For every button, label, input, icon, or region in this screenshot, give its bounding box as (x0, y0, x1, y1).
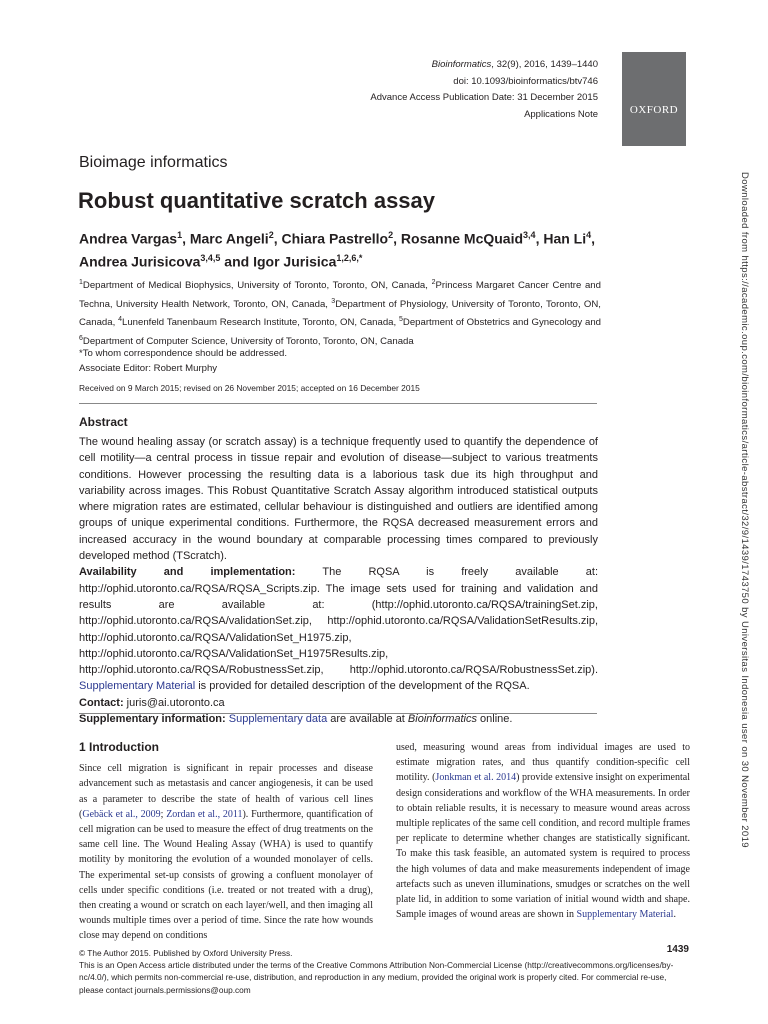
author-name: Rosanne McQuaid (400, 230, 524, 247)
author-list (79, 226, 609, 271)
section-category: Bioimage informatics (79, 154, 228, 171)
intro-column-left (79, 740, 373, 944)
availability-paragraph: Availability and implementation: The RQSA is freely available at: http://ophid.utoronto.ca/RQSA/RQSA_Scripts.zip. The image sets used for training and validation and results are available at: (http://ophid.utoronto.ca/RQSA/trainingSet.zip, http://ophid.utoronto.ca/RQSA/validationSet.zip, http://ophid.utoronto.ca/RQSA/ValidationSetResults.zip, http://ophid.utoronto.ca/RQSA/ValidationSet_H1975.zip, http://ophid.utoronto.ca/RQSA/ValidationSet_H1975Results.zip, http://ophid.utoronto.ca/RQSA/RobustnessSet.zip, http://ophid.utoronto.ca/RQSA/RobustnessSet.zip). Supplementary Material is provided for detailed description of the development of the RQSA. (79, 566, 598, 693)
author-separator: and (220, 253, 254, 270)
affiliation-text: Princess Margaret Cancer Centre and Techna, University Health Network, Toronto, ON, Canada, (79, 280, 601, 310)
author-name: Chiara Pastrello (281, 230, 389, 247)
download-sidebar (738, 172, 750, 872)
paper-title: Robust quantitative scratch assay (78, 188, 436, 213)
footer (79, 947, 689, 996)
author-name: Andrea Vargas (79, 230, 178, 247)
correspondence-block (79, 346, 287, 376)
intro-paragraph-right: used, measuring wound areas from individual images are used to estimate migration rates, and thus quantify condition-specific cell motility. (Jonkman et al. 2014) provide extensive insight on experimental design considerations and workflow of the WHA measurements. In order to obtain reliable results, it is necessary to measure wound areas across multiple replicates of the same cell condition, and record multiple frames per replicate to determine whether changes are statistically significant. To make this task feasible, an automated system is required to process the high volumes of data and make measurements independent of image artefacts such as uneven illuminations, smudges or scratches on the well plate lid, in addition to some variation of initial wound width and shape. Sample images of wound areas are shown in Supplementary Material. (396, 742, 690, 921)
intro-paragraph-left: Since cell migration is significant in repair processes and disease advancement such as metastasis and cancer angiogenesis, it can be used as a parameter to describe the state of health of various cell lines (Gebäck et al., 2009; Zordan et al., 2011). Furthermore, quantification of cell migration can be used to measure the effect of drug treatments on the same cell line. The Wound Healing Assay (WHA) is used to quantify motility by monitoring the evolution of a wounded monolayer of cells. The experimental set-up consists of growing a confluent monolayer of cells under specific conditions (i.e. treated or not treated with a drug), then creating a wound or scratch on each layer/well, and then imaging all wounds multiple times over a period of time. Since the rate how wounds close may depend on conditions (79, 763, 373, 942)
affiliation-marker: 3 (331, 297, 336, 305)
divider (79, 403, 597, 404)
affiliation-marker: 5 (399, 316, 403, 324)
citation-zordan[interactable]: Zordan et al., 2011 (166, 808, 243, 820)
affiliation-text: Department of Physiology, University of Toronto, Toronto, ON, Canada, (79, 298, 601, 329)
intro-heading: 1 Introduction (79, 740, 159, 754)
citation-geback[interactable]: Gebäck et al., 2009 (82, 808, 161, 820)
contact-label: Contact: (79, 696, 124, 709)
author-separator: , (535, 230, 544, 247)
availability-label: Availability and implementation: (79, 566, 296, 579)
supplementary-material-link[interactable]: Supplementary Material (576, 909, 674, 921)
journal-header-meta (370, 57, 598, 123)
supplementary-data-link[interactable]: Supplementary data (228, 713, 328, 726)
affiliation-marker: 4 (118, 316, 122, 324)
affiliation-text: Department of Medical Biophysics, University of Toronto, Toronto, ON, Canada, (82, 280, 432, 292)
divider (79, 713, 597, 714)
author-name: Marc Angeli (189, 230, 269, 247)
affiliation-marker: 1 (79, 279, 83, 286)
page-number: 1439 (666, 944, 689, 955)
author-separator: , (273, 230, 282, 247)
author-affiliation-marker: 2 (268, 230, 274, 240)
author-affiliation-marker: 1 (177, 230, 183, 240)
associate-editor: Associate Editor: Robert Murphy (79, 363, 218, 374)
advance-access-date: Advance Access Publication Date: 31 December 2015 (370, 92, 598, 103)
supplementary-label: Supplementary information: (79, 713, 226, 726)
author-affiliation-marker: 1,2,6,* (336, 252, 363, 263)
abstract-heading: Abstract (79, 415, 128, 429)
affiliation-marker: 6 (79, 335, 83, 343)
download-notice: Downloaded from https://academic.oup.com/bioinformatics/article-abstract/32/9/1439/1743750 by Universitas Indonesia user on 30 November 2019 (739, 172, 750, 848)
supplementary-paragraph: Supplementary information: Supplementary data are available at Bioinformatics online. (79, 713, 513, 726)
oxford-logo (622, 52, 686, 146)
affiliation-text: Department of Obstetrics and Gynecology and (402, 317, 601, 329)
supplementary-material-link[interactable]: Supplementary Material (79, 680, 196, 693)
author-affiliation-marker: 4 (586, 230, 592, 240)
abstract-text: The wound healing assay (or scratch assay) is a technique frequently used to quantify the dependence of cell motility—a central process in tissue repair and evolution of disease—subject to various treatments conditions. However processing the resulting data is a laborious task due its high throughput and variability across images. This Robust Quantitative Scratch Assay algorithm introduced statistical outputs where migration rates are estimated, cellular behaviour is distinguished and outliers are identified among groups of unique experimental conditions. Furthermore, the RQSA decreased measurement errors and increased accuracy in the wound boundary at comparable processing times compared to previously developed method (TScratch). (79, 436, 598, 563)
journal-citation: Bioinformatics, 32(9), 2016, 1439–1440 (431, 59, 598, 70)
copyright-line: © The Author 2015. Published by Oxford University Press. (79, 948, 293, 958)
oxford-logo-text: OXFORD (629, 104, 679, 116)
article-type: Applications Note (524, 108, 598, 120)
intro-column-right (396, 740, 690, 922)
doi: doi: 10.1093/bioinformatics/btv746 (453, 75, 598, 87)
citation-jonkman[interactable]: Jonkman et al. 2014 (435, 772, 517, 784)
license-text: This is an Open Access article distributed under the terms of the Creative Commons Attribution Non-Commercial License (http://creativecommons.org/licenses/by-nc/4.0/), which permits non-commercial re-use, distribution, and reproduction in any medium, provided the original work is properly cited. For commercial re-use, please contact journals.permissions@oup.com (79, 960, 674, 995)
affiliation-text: Department of Computer Science, University of Toronto, Toronto, ON, Canada (82, 336, 414, 348)
author-name: Igor Jurisica (253, 253, 337, 270)
author-separator: , (393, 230, 401, 247)
author-name: Andrea Jurisicova (79, 253, 201, 270)
abstract-body (79, 434, 598, 727)
author-name: Han Li (543, 230, 587, 247)
affiliations (79, 275, 601, 350)
affiliation-text: Lunenfeld Tanenbaum Research Institute, Toronto, ON, Canada, (122, 317, 399, 329)
author-separator: , (591, 230, 596, 247)
correspondence-note: *To whom correspondence should be addressed. (79, 348, 287, 359)
author-affiliation-marker: 3,4,5 (200, 252, 221, 263)
author-affiliation-marker: 2 (388, 230, 394, 240)
received-dates: Received on 9 March 2015; revised on 26 November 2015; accepted on 16 December 2015 (79, 383, 420, 393)
contact-email: juris@ai.utoronto.ca (123, 696, 225, 709)
author-separator: , (182, 230, 190, 247)
affiliation-marker: 2 (431, 279, 436, 286)
author-affiliation-marker: 3,4 (523, 230, 536, 240)
contact-paragraph (79, 695, 598, 711)
